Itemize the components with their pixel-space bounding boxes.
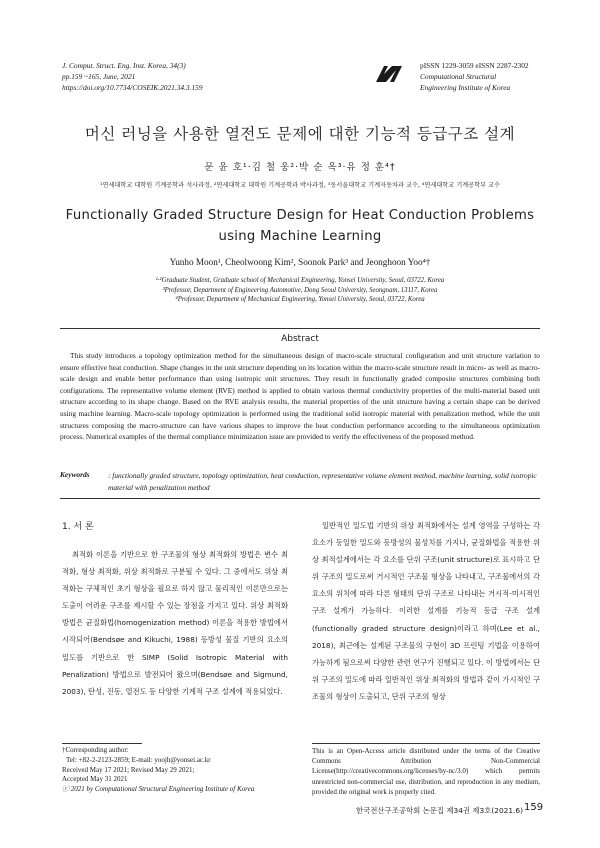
citation-line: pp.159 ~165, June, 2021 [62,72,136,81]
license-notice: This is an Open-Access article distributed under the terms of the Creative Commons Attribution Non-Commercial License(http://creativecommons.org/licenses/by-nc/3.0) which permits unrestricted non-commercial use, distribution, and reproduction in any medium, provided the original work is properly cited. [312,747,540,796]
institute-name: Engineering Institute of Korea [420,83,511,92]
affiliations-english [30,276,570,305]
received-date: Received May 17 2021; Revised May 29 2021; [62,765,195,774]
journal-citation [62,60,322,93]
paper-title-korean: 머신 러닝을 사용한 열전도 문제에 대한 기능적 등급구조 설계 [84,125,516,143]
abstract-text: This study introduces a topology optimization method for the simultaneous design of macro-scale structural configuration and unit structure variation to ensure effective heat conduction. Shape changes in the unit structure depending on its location within the macro-scale structure result in micro- as well as macro-scale design and enable better performance than using isotropic unit structures. They result in functionally graded composite structures combining both configurations. The representative volume element (RVE) method is applied to obtain various thermal conductivity properties of the multi-material based unit structure according to its shape change. Based on the RVE analysis results, the material properties of the unit structure having a certain shape can be derived using machine learning. Macro-scale topology optimization is performed using the traditional solid isotropic material with penalization method, while the unit structures composing the macro-structure can have various shapes to improve the heat conduction performance according to the simultaneous optimization process. Numerical examples of the thermal compliance minimization issue are provided to verify the effectiveness of the proposed method. [60,351,540,442]
issn: pISSN 1229-3059 eISSN 2287-2302 [420,61,529,70]
authors-english: Yunho Moon¹, Cheolwoong Kim², Soonok Park³ and Jeonghoon Yoo⁴† [169,257,431,267]
institute-name: Computational Structural [420,72,497,81]
footnote-divider [62,743,142,744]
divider [60,328,540,329]
affiliations-korean: ¹연세대학교 대학원 기계공학과 석사과정, ²연세대학교 대학원 기계공학과 박사과정, ³동서울대학교 기계자동차과 교수, ⁴연세대학교 기계공학부 교수 [99,182,500,189]
correspondence-footnote [62,746,292,795]
abstract-heading: Abstract [281,334,319,344]
keywords-text: : functionally graded structure, topology optimization, heat conduction, representative volume element method, machine learning, solid isotropic material with penalization method [108,471,537,492]
citation-line: J. Comput. Struct. Eng. Inst. Korea, 34(3) [62,61,186,70]
contact-info: Tel: +82-2-2123-2859; E-mail: yoojh@yonsei.ac.kr [66,755,211,764]
journal-footer: 한국전산구조공학회 논문집 제34권 제3호(2021.6) [356,806,524,815]
title-line: using Machine Learning [218,229,382,244]
journal-logo-icon [374,62,404,86]
authors-korean: 문 윤 호¹·김 철 웅²·박 순 옥³·유 정 훈⁴† [204,162,396,173]
affiliation-line: ³Professor, Department of Engineering Automotive, Dong Seoul University, Seongnam, 13117, Korea [162,286,438,294]
section-heading: 1. 서 론 [62,522,94,532]
affiliation-line: ⁴Professor, Department of Mechanical Engineering, Yonsei University, Seoul, 03722, Korea [175,296,425,303]
footnote-divider [312,743,540,744]
divider [60,498,540,499]
corresponding-author: †Corresponding author: [62,746,129,754]
keywords-label: Keywords [60,470,90,479]
copyright: ⓒ 2021 by Computational Structural Engineering Institute of Korea [62,785,255,794]
body-column-left: 최적화 이론을 기반으로 한 구조물의 형상 최적화의 방법은 변수 최적화, 형상 최적화, 위상 최적화로 구분될 수 있다. 그 중에서도 위상 최적화는 구체적인 초기 형상을 필요로 하지 않고 물리적인 이론만으로는 도출이 어려운 구조를 제시할 수 있는 장점을 가지고 있다. 위상 최적화 방법은 균질화법(homogenization method) 이론을 적용한 방법에서 시작되어(Bendsøe and Kikuchi, 1988) 등방성 물질 기반의 요소의 밀도를 기반으로 한 SIMP (Solid Isotropic Material with Penalization) 방법으로 발전되어 왔으며(Bendsøe and Sigmund, 2003), 탄성, 진동, 열전도 등 다양한 기계적 구조 설계에 적용되었다. [62,550,288,696]
accepted-date: Accepted May 31 2021 [62,775,128,784]
affiliation-line: ¹·²Graduate Student, Graduate school of Mechanical Engineering, Yonsei University, Seoul, 03722, Korea [155,277,445,284]
doi-link[interactable]: https://doi.org/10.7734/COSEIK.2021.34.3.159 [62,83,203,92]
title-line: Functionally Graded Structure Design for Heat Conduction Problems [65,208,535,223]
paper-title-english [40,205,560,247]
journal-issn-block [420,60,560,93]
page-number: 159 [524,802,544,813]
body-column-right: 일반적인 밀도법 기반의 위상 최적화에서는 설계 영역을 구성하는 각 요소가 동일한 밀도와 등방성의 물성치를 가지나, 균질화법을 적용한 위상 최적설계에서는 각 요소를 단위 구조(unit structure)로 표시하고 단위 구조의 밀도로써 거시적인 구조물 형상을 나타내고, 구조물에서의 각 요소의 위치에 따라 다른 형태의 단위 구조로 나타내는 거시적-미시적인 구조 설계가 가능하다. 이러한 설계를 기능적 등급 구조 설계(functionally graded structure design)이라고 하며(Lee et al., 2018), 최근에는 설계된 구조물의 구현이 3D 프린팅 기법을 이용하여 가능하게 됨으로써 다양한 관련 연구가 진행되고 있다. 이 방법에서는 단위 구조의 밀도에 따라 일반적인 위상 최적화의 방법과 같이 가시적인 구조물의 형상이 도출되고, 단위 구조의 형상 [312,521,540,701]
